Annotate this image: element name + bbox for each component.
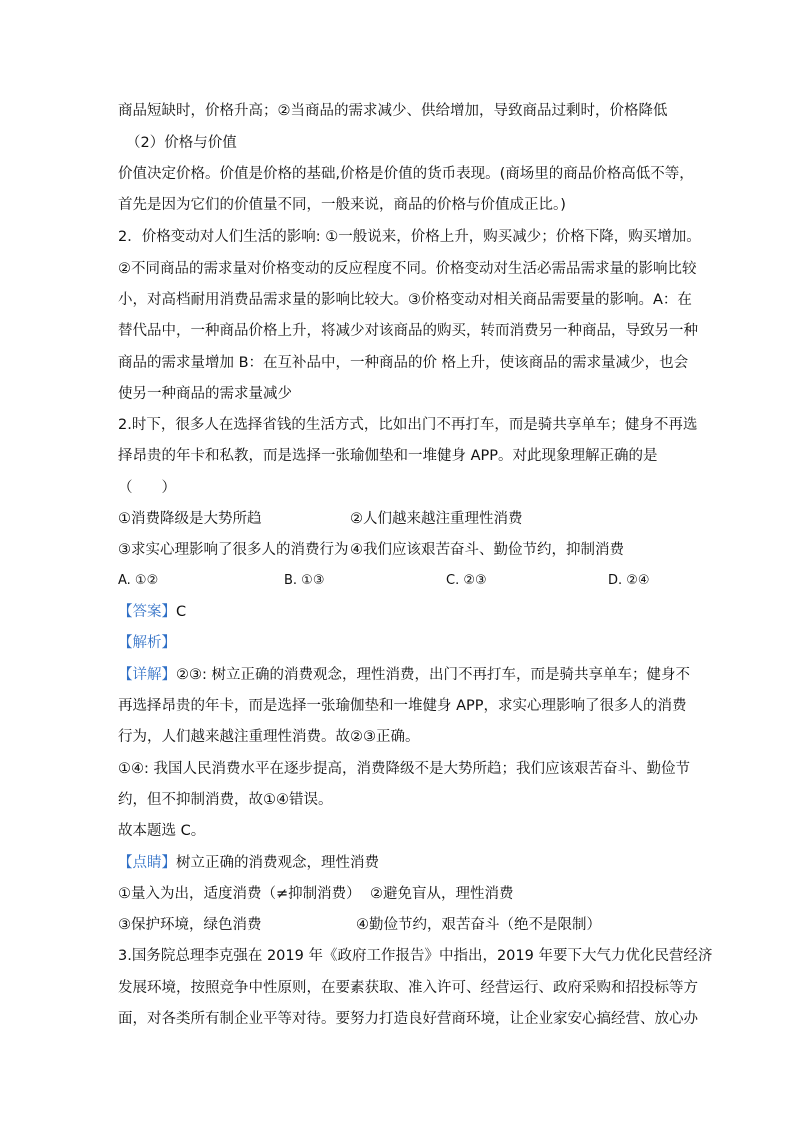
text-line: 商品短缺时，价格升高；②当商品的需求减少、供给增加，导致商品过剩时，价格降低 xyxy=(118,103,668,119)
tip-3: ③保护环境，绿色消费 xyxy=(118,917,262,933)
statement-2: ②人们越来越注重理性消费 xyxy=(350,511,523,527)
tip-text: 树立正确的消费观念，理性消费 xyxy=(176,855,379,871)
question-stem: 择昂贵的年卡和私教，而是选择一张瑜伽垫和一堆健身 APP。对此现象理解正确的是 xyxy=(118,448,658,464)
tip-2: ②避免盲从，理性消费 xyxy=(370,886,514,902)
text-line: 行为，人们越来越注重理性消费。故②③正确。 xyxy=(118,729,420,745)
tip-line xyxy=(118,853,379,873)
statement-4: ④我们应该艰苦奋斗、勤俭节约，抑制消费 xyxy=(350,542,624,558)
tip-4: ④勤俭节约，艰苦奋斗（绝不是限制） xyxy=(356,917,601,933)
text-line: 再选择昂贵的年卡，而是选择一张瑜伽垫和一堆健身 APP，求实心理影响了很多人的消费 xyxy=(118,698,687,714)
statement-3: ③求实心理影响了很多人的消费行为 xyxy=(118,542,349,558)
question-stem: 2.时下，很多人在选择省钱的生活方式，比如出门不再打车，而是骑共享单车；健身不再选 xyxy=(118,417,698,433)
text-line: 故本题选 C。 xyxy=(118,823,206,839)
text-line: 价值决定价格。价值是价格的基础,价格是价值的货币表现。(商场里的商品价格高低不等， xyxy=(118,166,694,182)
tip-1: ①量入为出，适度消费（≠抑制消费） xyxy=(118,886,361,902)
text-line: ①④: 我国人民消费水平在逐步提高，消费降级不是大势所趋；我们应该艰苦奋斗、勤俭节 xyxy=(118,761,690,777)
analysis-line xyxy=(118,633,176,653)
option-a: A. ①② xyxy=(118,573,159,588)
text-line: 小，对高档耐用消费品需求量的影响比较大。③价格变动对相关商品需要量的影响。A：在 xyxy=(118,292,692,308)
question-stem: 发展环境，按照竞争中性原则，在要素获取、准入许可、经营运行、政府采购和招投标等方 xyxy=(118,980,698,996)
statement-1: ①消费降级是大势所趋 xyxy=(118,511,262,527)
answer-tag: 【答案】 xyxy=(118,604,176,620)
text-line: 使另一种商品的需求量减少 xyxy=(118,386,292,402)
option-b: B. ①③ xyxy=(284,573,325,588)
question-stem: 面，对各类所有制企业平等对待。要努力打造良好营商环境，让企业家安心搞经营、放心办 xyxy=(118,1011,698,1027)
detail-line xyxy=(118,665,690,685)
answer-value: C xyxy=(176,604,187,620)
detail-text: ②③: 树立正确的消费观念，理性消费，出门不再打车，而是骑共享单车；健身不 xyxy=(176,667,690,683)
text-line: 2．价格变动对人们生活的影响: ①一般说来，价格上升，购买减少；价格下降，购买增加。 xyxy=(118,229,701,245)
tip-tag: 【点睛】 xyxy=(118,855,176,871)
text-line: 首先是因为它们的价值量不同，一般来说，商品的价格与价值成正比。) xyxy=(118,197,566,213)
option-d: D. ②④ xyxy=(608,573,650,588)
analysis-tag: 【解析】 xyxy=(118,635,176,651)
detail-tag: 【详解】 xyxy=(118,667,176,683)
question-stem: 3.国务院总理李克强在 2019 年《政府工作报告》中指出，2019 年要下大气力优化民营经济 xyxy=(118,948,713,964)
answer-blank: （ ） xyxy=(118,480,176,496)
text-line: 商品的需求量增加 B：在互补品中，一种商品的价 格上升，使该商品的需求量减少，也会 xyxy=(118,355,689,371)
text-line: 约，但不抑制消费，故①④错误。 xyxy=(118,792,333,808)
section-heading: （2）价格与价值 xyxy=(126,135,237,151)
option-c: C. ②③ xyxy=(446,573,487,588)
text-line: 替代品中，一种商品价格上升，将减少对该商品的购买，转而消费另一种商品，导致另一种 xyxy=(118,323,698,339)
text-line: ②不同商品的需求量对价格变动的反应程度不同。价格变动对生活必需品需求量的影响比较 xyxy=(118,261,697,277)
answer-line xyxy=(118,602,186,622)
